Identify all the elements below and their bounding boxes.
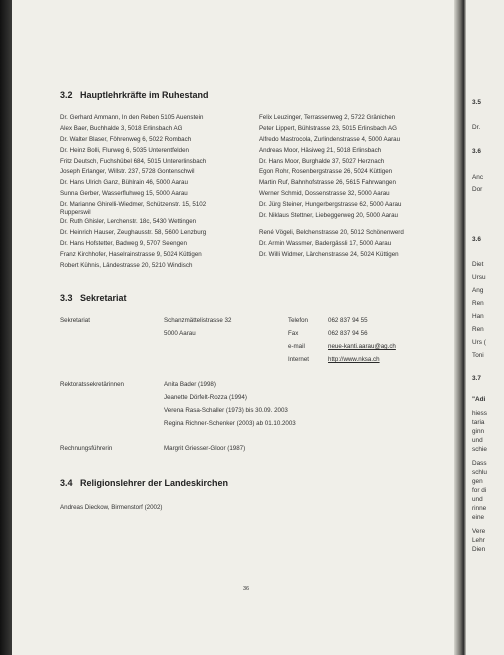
right-page-line: 3.6: [472, 236, 481, 243]
right-page-line: schie: [472, 446, 487, 453]
right-page-line: taria: [472, 419, 485, 426]
section-3-3-number: 3.3: [60, 293, 73, 303]
list-item: Alex Baer, Buchhalde 3, 5018 Erlinsbach AG: [60, 124, 183, 132]
list-item: Dr. Heinrich Hauser, Zeughausstr. 58, 5600 Lenzburg: [60, 229, 207, 237]
rektorat-person: Verena Rasa-Schaller (1973) bis 30.09. 2003: [164, 407, 288, 414]
website-link[interactable]: http://www.nksa.ch: [328, 356, 380, 363]
list-item: Peter Lippert, Bühlstrasse 23, 5015 Erlinsbach AG: [259, 124, 397, 132]
right-page-line: Lehr: [472, 537, 485, 544]
left-binding-edge: [0, 0, 12, 655]
right-page-line: Dr.: [472, 124, 481, 131]
rektorat-person: Jeanette Dörfelt-Rozza (1994): [164, 394, 247, 401]
right-page-line: Ren: [472, 300, 484, 307]
right-page-line: Toni: [472, 352, 484, 359]
fax-label: Fax: [288, 330, 299, 337]
retired-teachers-col2: [259, 114, 404, 262]
right-page-line: Anc: [472, 174, 484, 181]
sekretariat-street: Schanzmättelistrasse 32: [164, 317, 232, 324]
list-item: Egon Rohr, Rosenbergstrasse 26, 5024 Küttigen: [259, 168, 393, 176]
right-page-line: Dien: [472, 546, 486, 553]
right-page-line: ginn: [472, 428, 485, 435]
right-page-line: 3.7: [472, 375, 481, 382]
list-item: Felix Leuzinger, Terrassenweg 2, 5722 Gränichen: [259, 114, 396, 121]
book-spine: [454, 0, 466, 655]
list-item: Dr. Jürg Steiner, Hungerbergstrasse 62, 5000 Aarau: [259, 201, 402, 209]
right-page-line: Diet: [472, 261, 484, 268]
list-item: Dr. Niklaus Stettner, Liebeggerweg 20, 5000 Aarau: [259, 212, 398, 220]
list-item: Robert Kühnis, Ländestrasse 20, 5210 Windisch: [60, 261, 193, 269]
right-page-line: und: [472, 437, 483, 444]
right-page-line: Ang: [472, 287, 484, 294]
right-page-line: gen: [472, 478, 483, 485]
right-page-line: Ursu: [472, 274, 486, 281]
list-item: Joseph Erlanger, Willstr. 237, 5728 Gontenschwil: [60, 168, 195, 176]
rechnung-person: Margrit Griesser-Gloor (1987): [164, 445, 246, 452]
list-item: Fritz Deutsch, Fuchshübel 684, 5015 Untererlinsbach: [60, 157, 207, 165]
religion-teacher-entry: Andreas Dieckow, Birmenstorf (2002): [60, 504, 163, 511]
right-page-line: Dor: [472, 186, 483, 193]
internet-label: Internet: [288, 356, 309, 363]
rektorat-person: Anita Bader (1998): [164, 381, 216, 388]
email-link[interactable]: neue-kanti.aarau@ag.ch: [328, 343, 396, 350]
right-page-fragment: [466, 0, 504, 655]
list-item: Alfredo Mastrocola, Zurlindenstrasse 4, 5000 Aarau: [259, 135, 401, 143]
right-page-line: rinne: [472, 505, 487, 512]
list-item: Dr. Hans Hofstetter, Badweg 9, 5707 Seengen: [60, 239, 187, 247]
list-item: Dr. Walter Blaser, Föhrenweg 6, 5022 Rombach: [60, 135, 192, 143]
section-3-3-title: Sekretariat: [80, 293, 127, 303]
right-page-line: "Adi: [472, 396, 486, 403]
list-item: Martin Ruf, Bahnhofstrasse 26, 5615 Fahrwangen: [259, 179, 396, 187]
right-page-line: hiess: [472, 410, 487, 417]
rechnung-label: Rechnungsführerin: [60, 445, 113, 452]
left-page: [12, 0, 454, 655]
right-page-line: Ren: [472, 326, 484, 333]
list-item: Dr. Armin Wassmer, Badergässli 17, 5000 Aarau: [259, 239, 392, 247]
section-3-2-number: 3.2: [60, 90, 73, 100]
sekretariat-city: 5000 Aarau: [164, 330, 196, 337]
list-item: Franz Kirchhofer, Haselrainstrasse 9, 5024 Küttigen: [60, 250, 202, 258]
page-number: 36: [243, 586, 250, 592]
list-item: Dr. Hans Ulrich Ganz, Bühlrain 46, 5000 Aarau: [60, 179, 188, 187]
list-item: René Vögeli, Belchenstrasse 20, 5012 Schönenwerd: [259, 229, 404, 237]
list-item: Dr. Willi Widmer, Lärchenstrasse 24, 5024 Küttigen: [259, 250, 399, 258]
right-page-line: 3.6: [472, 148, 481, 155]
right-page-line: Han: [472, 313, 484, 320]
list-item: Dr. Gerhard Ammann, In den Reben 5105 Auenstein: [60, 114, 204, 121]
right-page-line: 3.5: [472, 99, 481, 106]
list-item: Dr. Hans Moor, Burghalde 37, 5027 Herznach: [259, 157, 385, 165]
right-page-line: for di: [472, 487, 487, 494]
retired-teachers-col1: [60, 114, 238, 273]
right-page-line: schlu: [472, 469, 487, 476]
telefon-label: Telefon: [288, 317, 308, 324]
fax-value: 062 837 94 56: [328, 330, 368, 337]
list-item: Dr. Heinz Bolli, Flurweg 6, 5035 Unterentfelden: [60, 146, 189, 154]
rektorat-person: Regina Richner-Schenker (2003) ab 01.10.2003: [164, 420, 296, 427]
section-3-4-number: 3.4: [60, 478, 73, 488]
section-3-4-title: Religionslehrer der Landeskirchen: [80, 478, 229, 488]
email-label: e-mail: [288, 343, 305, 350]
rektorat-label: Rektoratssekretärinnen: [60, 381, 124, 388]
list-item: Dr. Ruth Ghisler, Lerchenstr. 18c, 5430 Wettingen: [60, 218, 197, 226]
list-item: Andreas Moor, Häsiweg 21, 5018 Erlinsbach: [259, 146, 382, 154]
section-3-2-title: Hauptlehrkräfte im Ruhestand: [80, 90, 209, 100]
right-page-line: eine: [472, 514, 485, 521]
sekretariat-label: Sekretariat: [60, 317, 90, 324]
right-page-line: Vere: [472, 528, 486, 535]
list-item: Werner Schmid, Dossenstrasse 32, 5000 Aarau: [259, 190, 390, 198]
right-page-line: und: [472, 496, 483, 503]
telefon-value: 062 837 94 55: [328, 317, 368, 324]
list-item: Sunna Gerber, Wasserfluhweg 15, 5000 Aarau: [60, 190, 188, 198]
list-item: Dr. Marianne Ghirelli-Wiedmer, Schützenstr. 15, 5102 Rupperswil: [60, 201, 207, 217]
right-page-line: Dass: [472, 460, 487, 467]
right-page-line: Urs (: [472, 339, 486, 346]
